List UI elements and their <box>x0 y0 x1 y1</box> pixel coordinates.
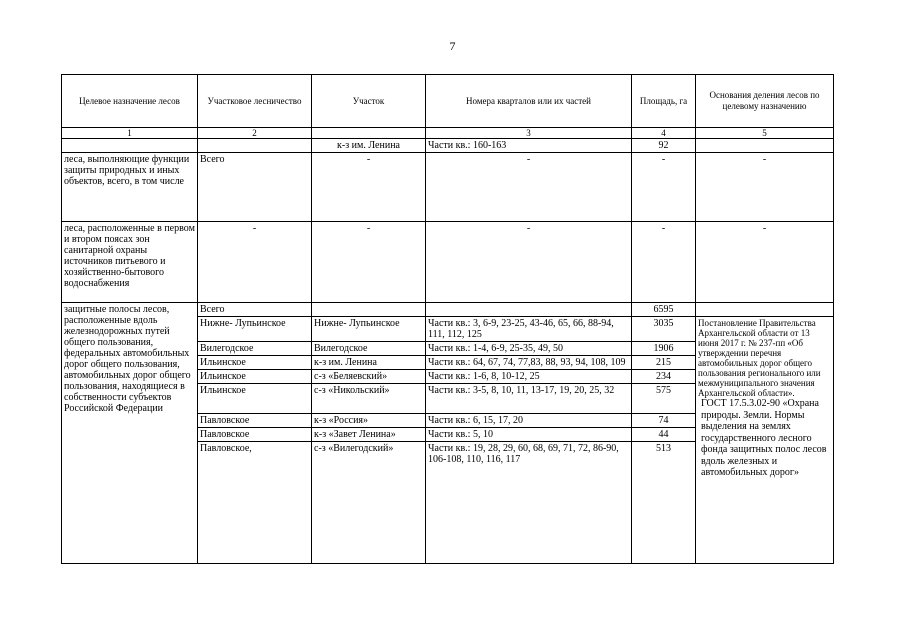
header-basis: Основания деления лесов по целевому назначению <box>696 75 834 128</box>
cell-quarters: - <box>426 153 632 222</box>
header-section: Участок <box>312 75 426 128</box>
cell-purpose <box>62 139 198 153</box>
cell-forestry: - <box>198 222 312 303</box>
cell-section: к-з им. Ленина <box>312 356 426 370</box>
col-number: 1 <box>62 128 198 139</box>
cell-quarters: Части кв.: 1-4, 6-9, 25-35, 49, 50 <box>426 342 632 356</box>
cell-purpose: леса, расположенные в первом и втором поясах зон санитарной охраны источников питьевого и хозяйственно-бытового водоснабжения <box>62 222 198 303</box>
cell-forestry: Павловское, <box>198 442 312 564</box>
table-row <box>62 303 834 317</box>
cell-forestry: Всего <box>198 153 312 222</box>
basis-gost: ГОСТ 17.5.3.02-90 «Охрана природы. Земли. Нормы выделения на землях государственного лесного фонда защитных полос лесов вдоль железных и автомобильных дорог» <box>701 398 827 478</box>
cell-area: 513 <box>632 442 696 564</box>
table-row <box>62 153 834 222</box>
cell-basis: - <box>696 153 834 222</box>
col-number: 3 <box>426 128 632 139</box>
cell-section: - <box>312 153 426 222</box>
cell-area: 44 <box>632 428 696 442</box>
header-forestry: Участковое лесничество <box>198 75 312 128</box>
column-number-row <box>62 128 834 139</box>
page-number: 7 <box>449 39 456 53</box>
cell-area: 1906 <box>632 342 696 356</box>
col-number <box>312 128 426 139</box>
cell-quarters: Части кв.: 3, 6-9, 23-25, 43-46, 65, 66, 88-94, 111, 112, 125 <box>426 317 632 342</box>
cell-section: Нижне- Лупьинское <box>312 317 426 342</box>
cell-section: к-з «Россия» <box>312 414 426 428</box>
cell-quarters: Части кв.: 64, 67, 74, 77,83, 88, 93, 94, 108, 109 <box>426 356 632 370</box>
cell-section: с-з «Вилегодский» <box>312 442 426 564</box>
basis-resolution: Постановление Правительства Архангельской области от 13 июня 2017 г. № 237-пп «Об утверждении перечня автомобильных дорог общего пользования регионального или межмуниципального значения Архангельской области». <box>698 318 821 398</box>
cell-area: 92 <box>632 139 696 153</box>
cell-section <box>312 303 426 317</box>
cell-forestry: Павловское <box>198 414 312 428</box>
cell-quarters: Части кв.: 160-163 <box>426 139 632 153</box>
cell-area: 3035 <box>632 317 696 342</box>
cell-area: 6595 <box>632 303 696 317</box>
cell-quarters <box>426 303 632 317</box>
cell-forestry <box>198 139 312 153</box>
cell-purpose: защитные полосы лесов, расположенные вдоль железнодорожных путей общего пользования, федеральных автомобильных дорог общего пользования, автомобильных дорог общего пользования, находящиеся в собственности субъектов Российской Федерации <box>62 303 198 564</box>
cell-forestry: Павловское <box>198 428 312 442</box>
cell-forestry: Нижне- Лупьинское <box>198 317 312 342</box>
cell-basis: - <box>696 222 834 303</box>
cell-quarters: Части кв.: 6, 15, 17, 20 <box>426 414 632 428</box>
cell-area: 234 <box>632 370 696 384</box>
cell-area: 575 <box>632 384 696 414</box>
cell-quarters: Части кв.: 3-5, 8, 10, 11, 13-17, 19, 20, 25, 32 <box>426 384 632 414</box>
forest-purpose-table <box>61 74 834 564</box>
cell-forestry: Ильинское <box>198 356 312 370</box>
col-number: 4 <box>632 128 696 139</box>
header-row <box>62 75 834 128</box>
cell-area: 215 <box>632 356 696 370</box>
cell-basis <box>696 139 834 153</box>
cell-quarters: - <box>426 222 632 303</box>
cell-section: Вилегодское <box>312 342 426 356</box>
cell-forestry: Вилегодское <box>198 342 312 356</box>
cell-section: к-з «Завет Ленина» <box>312 428 426 442</box>
col-number: 5 <box>696 128 834 139</box>
cell-section: с-з «Беляевский» <box>312 370 426 384</box>
cell-forestry: Ильинское <box>198 384 312 414</box>
cell-quarters: Части кв.: 19, 28, 29, 60, 68, 69, 71, 72, 86-90, 106-108, 110, 116, 117 <box>426 442 632 564</box>
cell-forestry: Всего <box>198 303 312 317</box>
cell-area: - <box>632 153 696 222</box>
cell-section: с-з «Никольский» <box>312 384 426 414</box>
cell-quarters: Части кв.: 1-6, 8, 10-12, 25 <box>426 370 632 384</box>
cell-basis <box>696 317 834 564</box>
cell-area: - <box>632 222 696 303</box>
cell-purpose: леса, выполняющие функции защиты природных и иных объектов, всего, в том числе <box>62 153 198 222</box>
cell-area: 74 <box>632 414 696 428</box>
cell-section: - <box>312 222 426 303</box>
cell-basis <box>696 303 834 317</box>
cell-forestry: Ильинское <box>198 370 312 384</box>
header-area: Площадь, га <box>632 75 696 128</box>
col-number: 2 <box>198 128 312 139</box>
cell-quarters: Части кв.: 5, 10 <box>426 428 632 442</box>
header-purpose: Целевое назначение лесов <box>62 75 198 128</box>
header-quarters: Номера кварталов или их частей <box>426 75 632 128</box>
table-row <box>62 222 834 303</box>
table-row <box>62 139 834 153</box>
cell-section: к-з им. Ленина <box>312 139 426 153</box>
